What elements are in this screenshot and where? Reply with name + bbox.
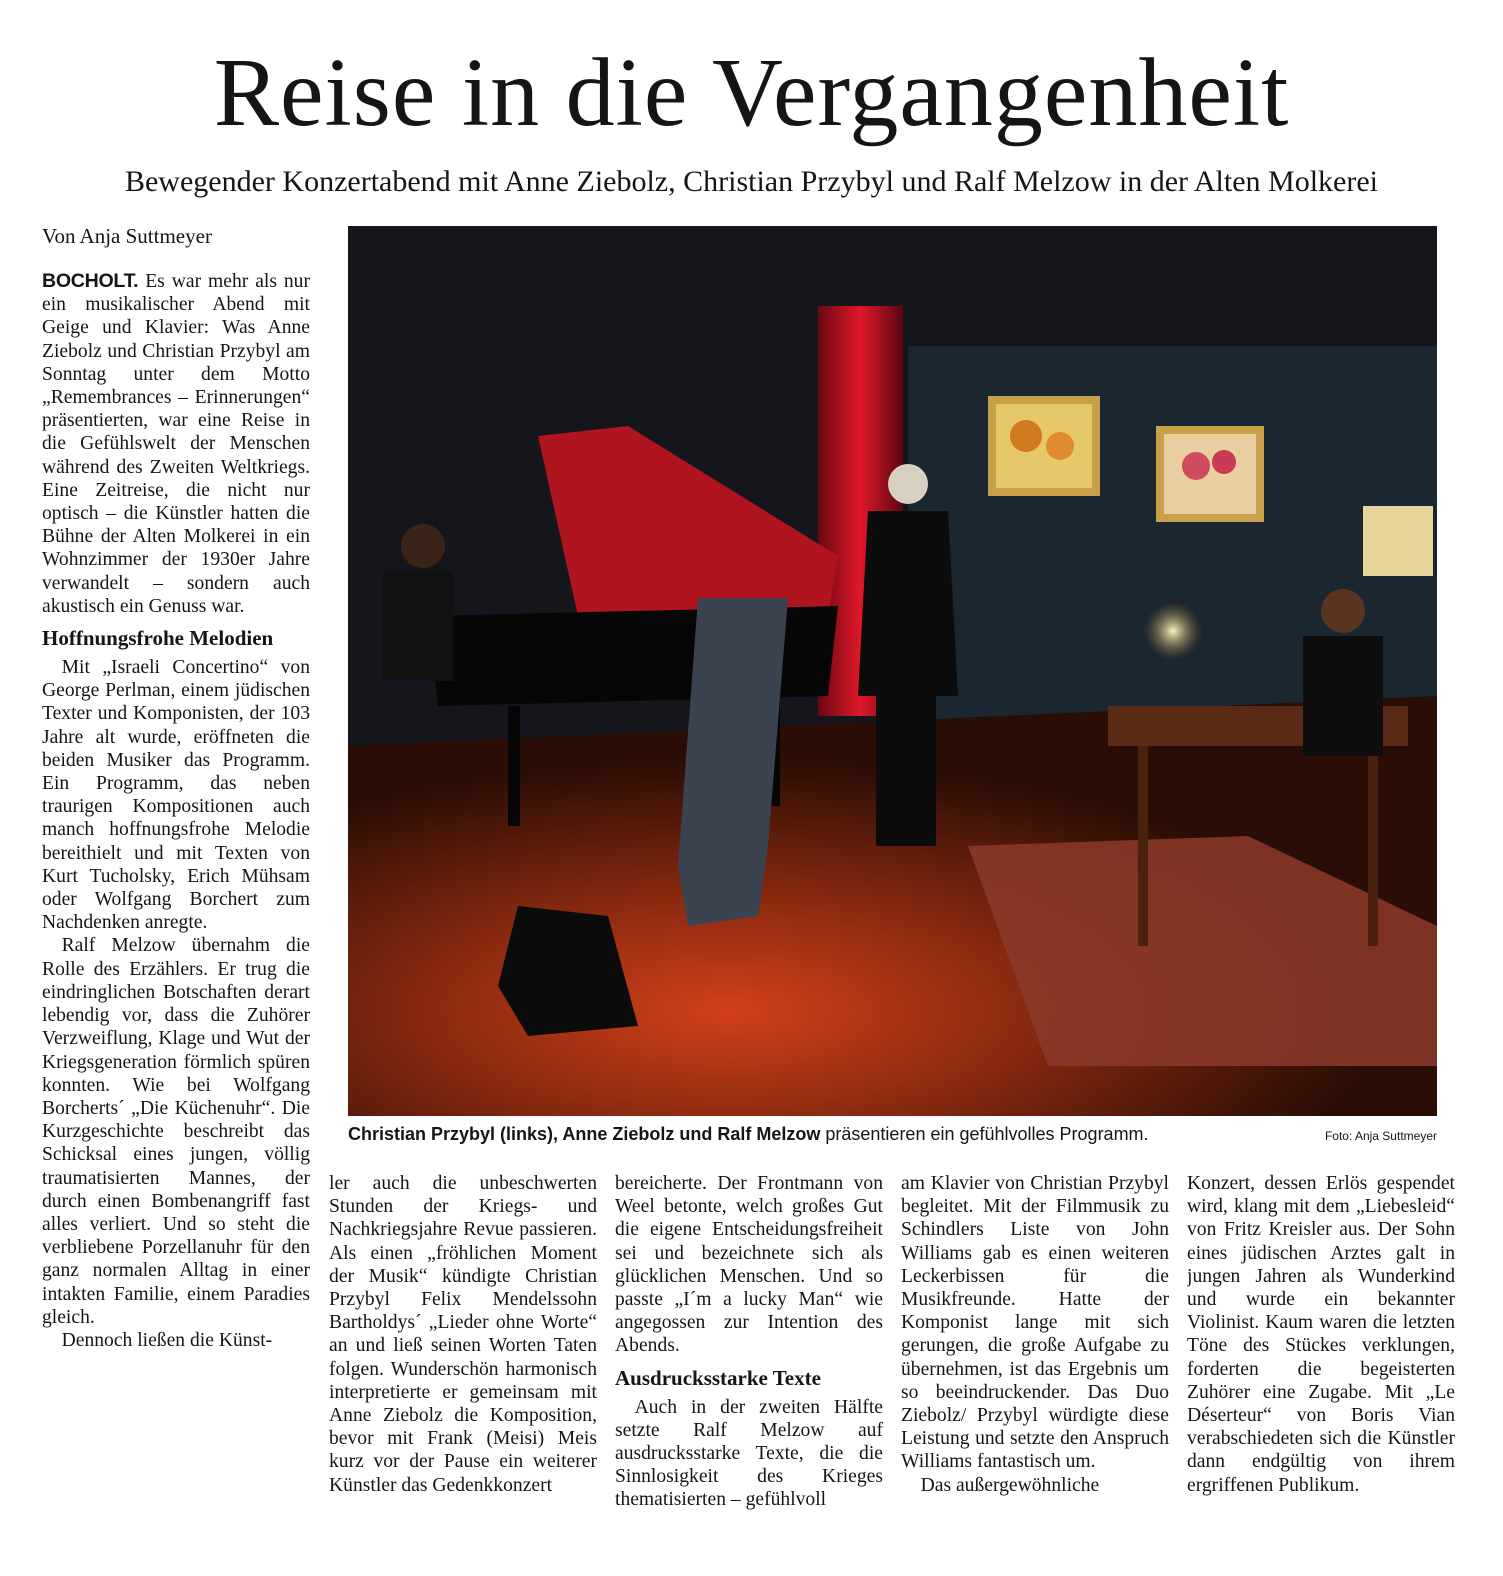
dateline: BOCHOLT. (42, 270, 139, 292)
paragraph-3: Ralf Melzow übernahm die Rolle des Erzählers. Er trug die eindringlichen Botschaften derart lebendig vor, dass die Zuhörer Verzweiflung, Klage und Wut der Kriegsgeneration förmlich spüren konnten. Wie bei Wolfgang Borcherts´ „Die Küchenuhr“. Die Kurzgeschichte beschreibt das Schicksal eines jungen, völlig traumatisierten Mannes, der durch einen Bombenangriff fast alles verliert. Und so steht die verbliebene Porzellanuhr für den ganz normalen Alltag in einer intakten Familie, einem Paradies gleich. (42, 935, 310, 1328)
article-column-4 (901, 1172, 1169, 1562)
paragraph-5-start: Auch in der zweiten Hälfte setzte Ralf Melzow auf ausdrucksstarke Texte, die die Sinnlosigkeit des Krieges thematisierten – gefühlvoll (615, 1396, 883, 1511)
lead-paragraph (42, 270, 310, 618)
article-column-1 (42, 270, 310, 1560)
paragraph-6-start: Das außergewöhnliche (920, 1474, 1100, 1496)
painting-flowers (1156, 426, 1264, 522)
caption-text: präsentieren ein gefühlvolles Programm. (820, 1124, 1149, 1144)
article-column-5 (1187, 1172, 1455, 1562)
paragraph-2: Mit „Israeli Concertino“ von George Perlman, einem jüdischen Texter und Komponisten, der 103 Jahre alt wurde, eröffneten die beiden Musiker das Programm. Ein Programm, das neben traurigen Kompositionen auch manch hoffnungsfrohe Melodie bereithielt und mit Texten von Kurt Tucholsky, Erich Mühsam oder Wolfgang Borchert zum Nachdenken anregte. (42, 657, 310, 934)
subheadline: Bewegender Konzertabend mit Anne Ziebolz, Christian Przybyl und Ralf Melzow in der Alten Molkerei (124, 165, 1378, 198)
subheading-2: Ausdrucksstarke Texte (615, 1365, 821, 1390)
paragraph-4-continued: ler auch die unbeschwerten Stunden der Kriegs- und Nachkriegsjahre Revue passieren. Als einen „fröhlichen Moment der Musik“ kündigte Christian Przybyl Felix Mendelssohn Bartholdys´ „Lieder ohne Worte“ an und ließ seinen Worten Taten folgen. Wunderschön harmonisch interpretierte er gemeinsam mit Anne Ziebolz die Komposition, bevor mit Frank (Meisi) Meis kurz vor der Pause ein weiterer Künstler das Gedenkkonzert (329, 1173, 597, 1496)
photo-caption (348, 1124, 1308, 1145)
headline: Reise in die Vergangenheit (213, 39, 1290, 147)
paragraph-6-end: Konzert, dessen Erlös gespendet wird, klang mit dem „Liebesleid“ von Fritz Kreisler aus. Der Sohn eines jüdischen Arztes galt in jungen Jahren als Wunderkind und wurde ein bekannter Violinist. Kaum waren die letzten Töne des Stückes verklungen, forderten die begeisterten Zuhörer eine Zugabe. Mit „Le Déserteur“ von Boris Vian verabschiedeten sich die Künstler dann endgültig von ihrem ergriffenen Publikum. (1187, 1173, 1455, 1496)
photo-credit: Foto: Anja Suttmeyer (1324, 1129, 1437, 1143)
painting-sunflowers (988, 396, 1100, 496)
subheading-1: Hoffnungsfrohe Melodien (42, 626, 274, 651)
byline: Von Anja Suttmeyer (42, 224, 212, 248)
caption-names: Christian Przybyl (links), Anne Ziebolz und Ralf Melzow (348, 1124, 821, 1144)
paragraph-4-end: bereicherte. Der Frontmann von Weel betonte, welch großes Gut die eigene Entscheidungsfreiheit sei und bezeichnete sich als glücklichen Menschen. Und so passte „I´m a lucky Man“ wie angegossen zur Intention des Abends. (615, 1173, 883, 1357)
paragraph-5-end: am Klavier von Christian Przybyl begleitet. Mit der Filmmusik zu Schindlers Liste von John Williams gab es einen weiteren Leckerbissen für die Musikfreunde. Hatte der Komponist lange mit sich gerungen, die große Aufgabe zu übernehmen, ist das Ergebnis um so beeindruckender. Das Duo Ziebolz/ Przybyl würdigte diese Leistung und setzte den Anspruch Williams fantastisch um. (901, 1173, 1169, 1473)
paragraph-4-start: Dennoch ließen die Künst- (61, 1329, 273, 1351)
article-column-3 (615, 1172, 883, 1562)
article-column-2 (329, 1172, 597, 1562)
concert-photo (348, 226, 1437, 1116)
lead-text: Es war mehr als nur ein musikalischer Abend mit Geige und Klavier: Was Anne Ziebolz und Christian Przybyl am Sonntag unter dem Motto „Remembrances – Erinnerungen“ präsentierten, war eine Reise in die Gefühlswelt der Menschen während des Zweiten Weltkriegs. Eine Zeitreise, die nicht nur optisch – die Künstler hatten die Bühne der Alten Molkerei in ein Wohnzimmer der 1930er Jahre verwandelt – sondern auch akustisch ein Genuss war. (42, 271, 310, 617)
